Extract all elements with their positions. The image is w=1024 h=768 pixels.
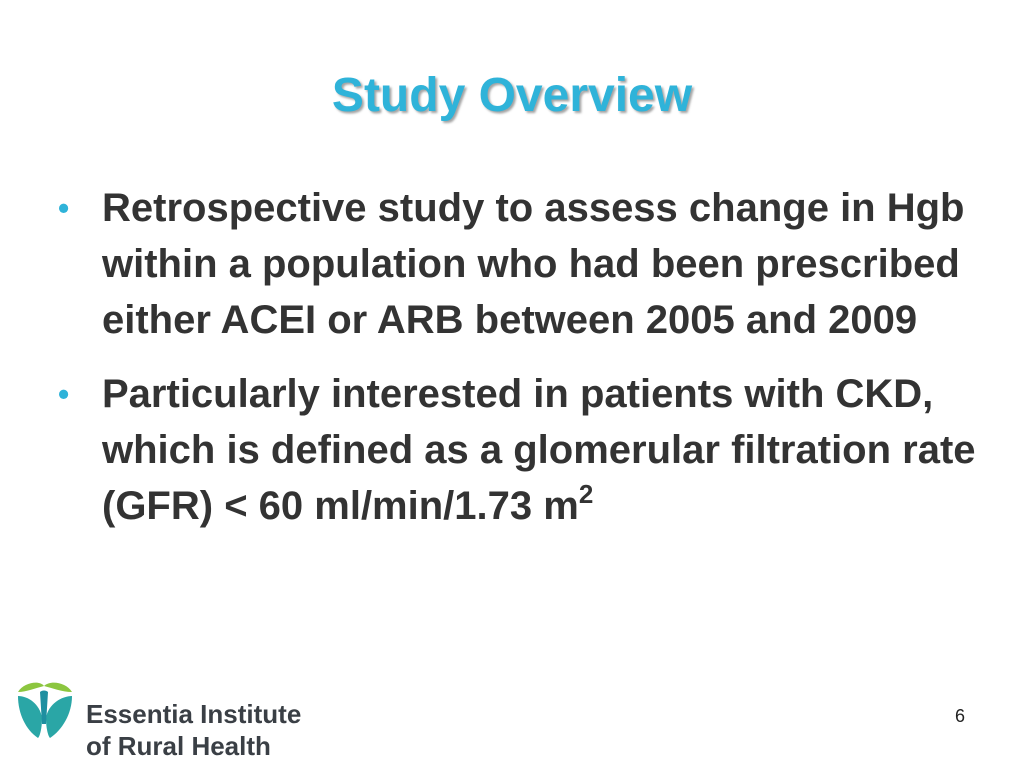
- bullet-text: Particularly interested in patients with CKD, which is defined as a glomerular filtration rate (GFR) < 60 ml/min/1.73 m: [102, 372, 976, 528]
- page-number: 6: [954, 706, 965, 726]
- logo-text: [86, 698, 301, 762]
- logo-line-1: Essentia Institute: [86, 699, 302, 729]
- essentia-logo: [14, 676, 344, 761]
- bullet-text: Retrospective study to assess change in Hgb within a population who had been prescribed either ACEI or ARB between 2005 and 2009: [102, 186, 965, 342]
- logo-line-2: of Rural Health: [86, 731, 271, 761]
- bullet-list: [58, 180, 978, 552]
- superscript: 2: [578, 479, 594, 509]
- bullet-item: [58, 180, 978, 348]
- slide-title: Study Overview: [331, 69, 693, 122]
- bullet-dot-icon: •: [58, 190, 70, 226]
- bullet-dot-icon: •: [58, 376, 70, 412]
- essentia-leaf-icon: [14, 678, 74, 740]
- bullet-item: [58, 366, 978, 534]
